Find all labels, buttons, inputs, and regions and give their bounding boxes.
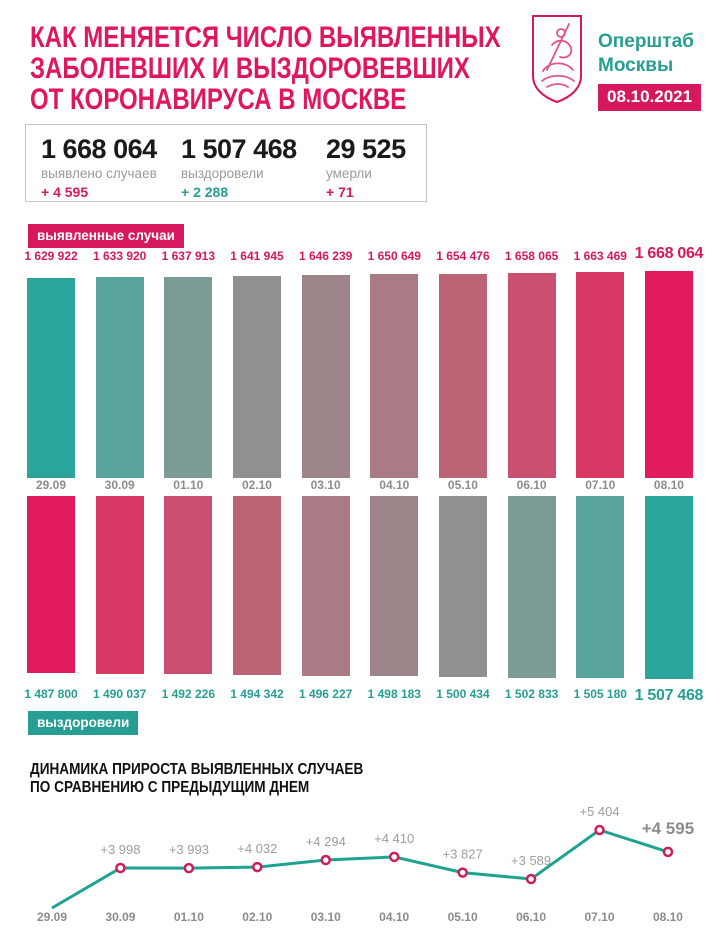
confirmed-delta: + 4 595	[41, 184, 89, 200]
recovered-bar-chart	[27, 496, 693, 680]
data-point-marker	[596, 826, 604, 834]
bar	[27, 278, 75, 478]
bar-value-label: 1 498 183	[367, 687, 421, 701]
bar	[370, 274, 418, 478]
summary-card-deaths	[326, 135, 406, 201]
confirmed-values-row	[24, 243, 704, 263]
axis-date-label: 08.10	[653, 478, 684, 492]
growth-line-chart	[0, 790, 720, 935]
deaths-delta: + 71	[326, 184, 354, 200]
recovered-values-row	[24, 687, 704, 707]
axis-date-label: 02.10	[241, 478, 272, 492]
bar-value-label: 1 629 922	[24, 249, 78, 263]
bar	[576, 272, 624, 478]
axis-date-label: 01.10	[173, 910, 204, 924]
axis-date-label: 05.10	[447, 910, 478, 924]
axis-date-label: 03.10	[310, 910, 341, 924]
bar-value-label: 1 663 469	[573, 249, 627, 263]
bar	[439, 496, 487, 677]
bar	[96, 277, 144, 478]
bar	[164, 496, 212, 674]
confirmed-chart-badge: выявленные случаи	[28, 224, 184, 248]
axis-date-label: 30.09	[105, 910, 136, 924]
growth-chart-title-line-2: ПО СРАВНЕНИЮ С ПРЕДЫДУЩИМ ДНЕМ	[30, 779, 310, 796]
axis-date-label: 06.10	[516, 478, 547, 492]
org-name-line-1: Оперштаб	[598, 31, 694, 52]
recovered-total: 1 507 468	[181, 134, 297, 164]
axis-date-label: 07.10	[584, 910, 615, 924]
recovered-chart-badge: выздоровели	[28, 711, 138, 735]
axis-date-label: 04.10	[379, 910, 410, 924]
recovered-delta: + 2 288	[181, 184, 229, 200]
data-point-marker	[390, 853, 398, 861]
axis-date-label: 02.10	[242, 910, 273, 924]
page-title-line-3: ОТ КОРОНАВИРУСА В МОСКВЕ	[30, 83, 407, 116]
trend-line	[52, 830, 668, 908]
point-value-label: +3 589	[511, 853, 552, 869]
bar-value-label: 1 646 239	[298, 249, 353, 263]
data-point-marker	[185, 864, 193, 872]
bar-value-label: 1 500 434	[436, 687, 490, 701]
bar	[302, 496, 350, 676]
deaths-label: умерли	[326, 166, 372, 181]
page-title-line-2: ЗАБОЛЕВШИХ И ВЫЗДОРОВЕВШИХ	[30, 52, 470, 85]
axis-date-label: 07.10	[585, 478, 616, 492]
bar	[370, 496, 418, 676]
point-value-label: +4 294	[305, 834, 346, 850]
bar-value-label: 1 505 180	[573, 687, 627, 701]
summary-card-recovered	[181, 135, 326, 201]
bar	[27, 496, 75, 673]
bar-value-label: 1 487 800	[24, 687, 78, 701]
bar-value-label: 1 490 037	[92, 687, 147, 701]
bar	[645, 271, 693, 478]
moscow-coat-of-arms-icon	[530, 13, 584, 105]
point-value-label: +5 404	[579, 804, 620, 820]
axis-date-label: 29.09	[36, 910, 68, 924]
bar-value-label: 1 658 065	[504, 249, 559, 263]
point-value-label: +3 993	[168, 842, 209, 858]
org-name-line-2: Москвы	[598, 55, 674, 76]
page-title-line-1: КАК МЕНЯЕТСЯ ЧИСЛО ВЫЯВЛЕННЫХ	[30, 21, 501, 54]
axis-date-label: 04.10	[379, 478, 410, 492]
bar	[439, 274, 487, 479]
bar-value-label: 1 494 342	[230, 687, 284, 701]
bar-value-label: 1 668 064	[634, 245, 704, 262]
bar	[233, 276, 281, 478]
summary-stats-box	[25, 124, 427, 202]
axis-date-label: 08.10	[652, 910, 683, 924]
axis-date-label: 03.10	[310, 478, 341, 492]
bar-value-label: 1 637 913	[161, 249, 216, 263]
point-value-label: +3 998	[100, 842, 141, 857]
axis-date-label: 29.09	[35, 478, 67, 492]
bar-value-label: 1 502 833	[504, 687, 559, 701]
axis-date-label: 01.10	[173, 478, 204, 492]
page-title	[30, 22, 510, 115]
point-value-label: +3 827	[442, 846, 483, 862]
date-badge: 08.10.2021	[598, 84, 701, 111]
date-axis-row	[27, 478, 693, 494]
bar-value-label: 1 633 920	[92, 249, 147, 263]
bar	[508, 496, 556, 678]
axis-date-label: 06.10	[516, 910, 547, 924]
bar-value-label: 1 507 468	[634, 687, 704, 704]
axis-date-label: 05.10	[447, 478, 478, 492]
bar-value-label: 1 654 476	[436, 249, 490, 263]
bar-value-label: 1 496 227	[298, 687, 353, 701]
point-value-label: +4 032	[237, 841, 278, 857]
bar	[233, 496, 281, 675]
bar	[96, 496, 144, 674]
data-point-marker	[116, 864, 124, 872]
bar-value-label: 1 641 945	[230, 249, 284, 263]
data-point-marker	[253, 863, 261, 871]
bar	[164, 277, 212, 479]
confirmed-total: 1 668 064	[41, 134, 157, 164]
data-point-marker	[527, 875, 535, 883]
axis-date-label: 30.09	[104, 478, 135, 492]
bar	[302, 275, 350, 478]
data-point-marker	[322, 856, 330, 864]
summary-card-confirmed	[41, 135, 181, 201]
bar	[645, 496, 693, 679]
data-point-marker	[459, 869, 467, 877]
confirmed-bar-chart	[27, 271, 693, 478]
point-value-label: +4 595	[641, 818, 695, 838]
bar-value-label: 1 492 226	[161, 687, 216, 701]
deaths-total: 29 525	[326, 134, 406, 164]
bar	[508, 273, 556, 478]
growth-chart-title-line-1: ДИНАМИКА ПРИРОСТА ВЫЯВЛЕННЫХ СЛУЧАЕВ	[30, 761, 364, 778]
org-name	[598, 30, 694, 78]
recovered-label: выздоровели	[181, 166, 264, 181]
data-point-marker	[664, 848, 672, 856]
point-value-label: +4 410	[374, 830, 415, 846]
bar	[576, 496, 624, 678]
confirmed-label: выявлено случаев	[41, 166, 157, 181]
bar-value-label: 1 650 649	[367, 249, 421, 263]
